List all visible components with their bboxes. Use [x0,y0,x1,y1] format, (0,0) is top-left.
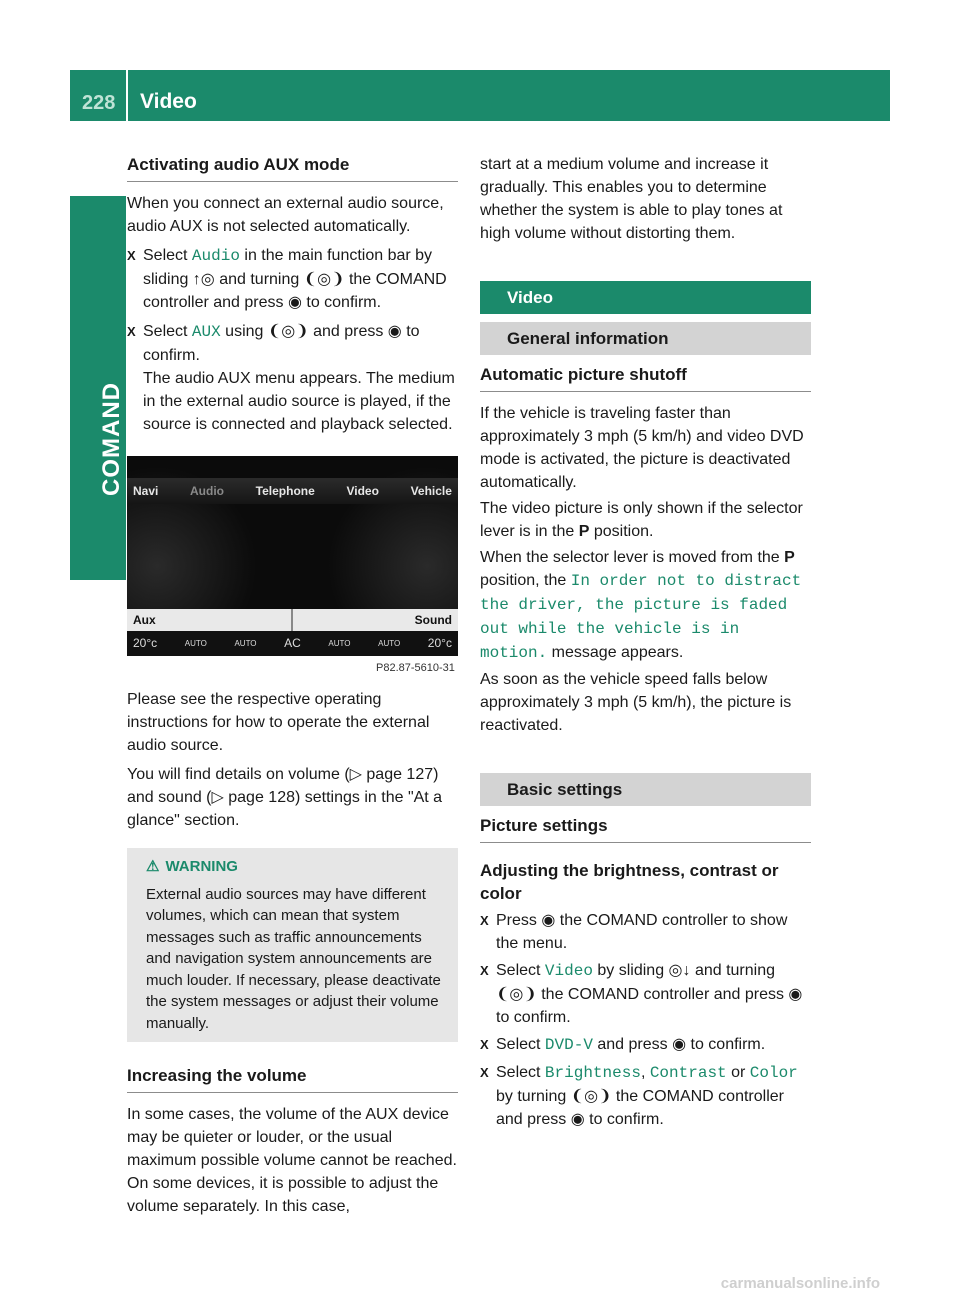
climate-auto: AUTO [234,639,257,648]
left-column-bottom [127,688,458,1218]
step-marker-icon: X [127,324,136,339]
menu-vehicle: Vehicle [410,484,452,498]
general-information-bar: General information [480,322,811,355]
step-text: Select [143,247,192,264]
display-text-aux: AUX [191,323,221,341]
step-text: , [640,1064,650,1081]
step-marker-icon: X [127,248,136,263]
step-select-aux [127,320,458,436]
page-number: 228 [82,92,116,114]
step-text: in the main function bar by sliding ↑◎ and turning ❨◎❩ the COMAND controller and press ◉ to confirm. [143,247,447,311]
adjust-heading: Adjusting the brightness, contrast or color [480,861,779,903]
gear-p: P [784,549,795,566]
display-text-audio: Audio [191,247,240,265]
header-bar [70,70,890,121]
aux-heading: Activating audio AUX mode [127,153,458,182]
auto-para-2 [480,497,811,543]
volume-text: In some cases, the volume of the AUX device may be quieter or louder, or the usual maximum possible volume cannot be reached. On some devices, it is possible to adjust the volume separately. In this case, [127,1106,457,1215]
watermark-footer: carmanualsonline.info [720,1275,880,1292]
step-text: using ❨◎❩ and press ◉ to confirm. [143,323,420,364]
step-marker-icon: X [480,1065,489,1080]
display-text-dvdv: DVD-V [544,1036,593,1054]
step-text: Press ◉ the COMAND controller to show the menu. [496,912,788,952]
right-column [480,153,811,1131]
step-text: Select [143,323,192,340]
climate-ac: AC [284,636,301,650]
temp-left: 20°c [133,636,158,650]
warning-triangle-icon: ⚠ [146,858,160,875]
left-column-top [127,153,458,436]
climate-auto: AUTO [184,639,207,648]
bottom-divider [291,609,293,631]
aux-intro: When you connect an external audio source, audio AUX is not selected automatically. [127,195,444,235]
chapter-label: COMAND [98,382,125,496]
text: position, the [480,572,571,589]
para-details: You will find details on volume (▷ page 127) and sound (▷ page 128) settings in the "At a glance" section. [127,766,443,829]
temp-right: 20°c [427,636,452,650]
step-press-controller [480,909,811,955]
display-text-video: Video [544,962,593,980]
auto-para-1: If the vehicle is traveling faster than approximately 3 mph (5 km/h) and video DVD mode is activated, the picture is deactivated automatically. [480,405,804,491]
header-divider [126,70,128,121]
step-text: Select [496,1036,545,1053]
menu-audio: Audio [190,484,225,498]
figure-code: P82.87-5610-31 [376,662,455,674]
picture-settings-heading: Picture settings [480,814,811,843]
warning-box [127,848,458,1042]
step-select-audio [127,244,458,314]
video-section-bar: Video [480,281,811,314]
auto-para-4: As soon as the vehicle speed falls below approximately 3 mph (5 km/h), the picture is reactivated. [480,671,792,734]
bottom-aux: Aux [133,613,156,627]
step-text: or [726,1064,750,1081]
volume-heading: Increasing the volume [127,1064,458,1093]
para-instructions: Please see the respective operating instructions for how to operate the external audio source. [127,691,430,754]
display-text-contrast: Contrast [649,1064,727,1082]
step-marker-icon: X [480,963,489,978]
step-text: Select [496,962,545,979]
step-select-setting [480,1061,811,1131]
screen-bottom-bar [127,609,458,631]
text: message appears. [547,644,684,661]
text: The video picture is only shown if the selector lever is in the [480,500,803,540]
bottom-sound: Sound [414,613,452,627]
step-select-dvdv [480,1033,811,1057]
step-text: by turning ❨◎❩ the COMAND controller and press ◉ to confirm. [496,1088,784,1128]
display-text-color: Color [749,1064,798,1082]
auto-shutoff-heading: Automatic picture shutoff [480,363,811,392]
warning-heading [146,856,444,878]
warning-title: WARNING [165,858,238,875]
climate-bar [127,631,458,656]
climate-auto: AUTO [328,639,351,648]
display-text-brightness: Brightness [544,1064,641,1082]
step-text: and press ◉ to confirm. [592,1036,766,1053]
gear-p: P [578,523,590,540]
auto-para-3 [480,546,811,665]
continued-text: start at a medium volume and increase it gradually. This enables you to determine whether the system is able to play tones at high volume without distorting them. [480,156,783,242]
climate-auto: AUTO [378,639,401,648]
menu-telephone: Telephone [255,484,315,498]
warning-text: External audio sources may have different volumes, which can mean that system messages such as traffic announcements and navigation system announcements are much louder. If necessary, please deactivate the system messages or adjust their volume manually. [146,885,441,1032]
chapter-tab [70,196,126,580]
display-message: In order not to distract the driver, the picture is faded out while the vehicle is in motion. [480,572,802,662]
step-result: The audio AUX menu appears. The medium in the external audio source is played, if the source is connected and playback selected. [143,370,455,433]
menu-navi: Navi [133,484,159,498]
step-select-video [480,959,811,1029]
menu-video: Video [346,484,379,498]
text: position. [589,523,654,540]
comand-screen-image [127,456,458,656]
step-marker-icon: X [480,1037,489,1052]
step-marker-icon: X [480,913,489,928]
step-text: Select [496,1064,545,1081]
basic-settings-bar: Basic settings [480,773,811,806]
text: When the selector lever is moved from the [480,549,785,566]
main-function-bar [127,478,458,504]
section-title: Video [140,90,197,113]
step-text: by sliding ◎↓ and turning ❨◎❩ the COMAND controller and press ◉ to confirm. [496,962,803,1026]
